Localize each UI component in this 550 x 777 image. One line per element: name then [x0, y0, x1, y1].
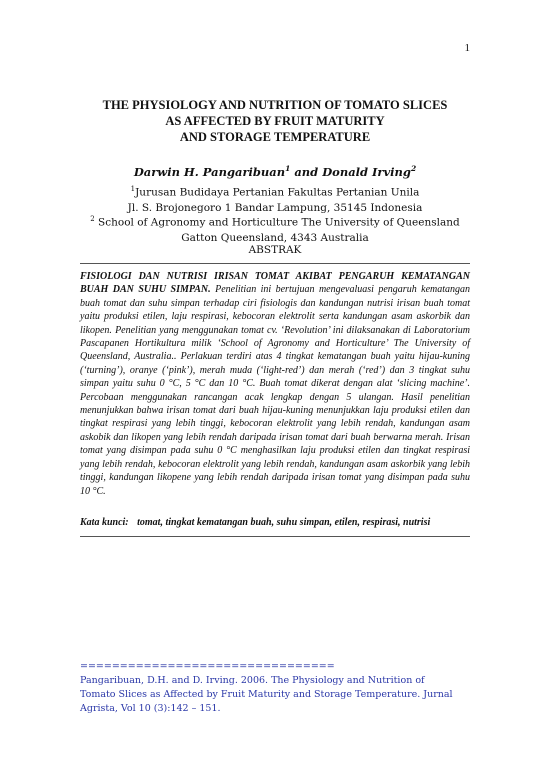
citation-text: Pangaribuan, D.H. and D. Irving. 2006. The Physiology and Nutrition of Tomato Slices as Affected by Fruit Maturity and Storage Temperature. Jurnal Agrista, Vol 10 (3):142 – 151.: [80, 675, 453, 714]
abstract-heading: ABSTRAK: [248, 244, 302, 256]
abstract-title: FISIOLOGI DAN NUTRISI IRISAN TOMAT AKIBAT PENGARUH KEMATANGAN BUAH DAN SUHU SIMPAN.: [80, 271, 470, 296]
keywords-label: Kata kunci:: [80, 517, 129, 528]
affiliation-1: [0, 182, 550, 216]
affiliation-marker: 2: [90, 215, 95, 223]
author-name: Darwin H. Pangaribuan: [133, 164, 286, 179]
page-number: 1: [464, 42, 470, 54]
title-line: AND STORAGE TEMPERATURE: [179, 130, 371, 144]
affiliation-marker: 2: [410, 164, 417, 173]
bottom-divider: [80, 536, 470, 537]
affiliation-text: Jurusan Budidaya Pertanian Fakultas Pertanian Unila: [135, 186, 420, 199]
keywords: [80, 517, 470, 528]
affiliation-text: Gatton Queensland, 4343 Australia: [181, 231, 369, 244]
affiliation-text: Jl. S. Brojonegoro 1 Bandar Lampung, 35145 Indonesia: [127, 201, 423, 214]
title-line: AS AFFECTED BY FRUIT MATURITY: [165, 114, 385, 128]
top-divider: [80, 263, 470, 264]
author-line: [0, 164, 550, 179]
abstract-text: Penelitian ini bertujuan mengevaluasi pengaruh kematangan buah tomat dan suhu simpan terhadap ciri fisiologis dan kandungan nutrisi irisan buah tomat yaitu produksi etilen, laju respirasi, kebocoran elektrolit serta kandungan asam askorbik dan likopen. Penelitian yang menggunakan tomat cv. ‘Revolution’ ini dilaksanakan di Laboratorium Pascapanen Hortikultura milik ‘School of Agronomy and Horticulture’ The University of Queensland, Australia.. Perlakuan terdiri atas 4 tingkat kematangan buah yaitu hijau-kuning (‘turning’), oranye (‘pink’), merah muda (‘light-red’) dan merah (‘red’) dan 3 tingkat suhu simpan yaitu suhu 0 °C, 5 °C dan 10 °C. Buah tomat dikerat dengan alat ‘slicing machine’. Percobaan menggunakan rancangan acak lengkap dengan 5 ulangan. Hasil penelitian menunjukkan bahwa irisan tomat dari buah hijau-kuning menunjukkan laju produksi etilen dan tingkat respirasi yang lebih tinggi, kebocoran elektrolit yang lebih rendah, kandungan asam askobik dan likopen yang lebih rendah daripada irisan tomat dari buah berwarna merah. Irisan tomat yang disimpan pada suhu 0 °C menghasilkan laju produksi etilen dan tingkat respirasi yang lebih rendah, kebocoran elektrolit yang lebih rendah, kandungan asam askorbik yang lebih tinggi, kandungan likopene yang lebih rendah daripada irisan tomat yang disimpan pada suhu 10 °C.: [80, 284, 471, 497]
footnote-separator: ================================: [80, 661, 335, 672]
affiliation-marker: 1: [130, 185, 136, 193]
title-line: THE PHYSIOLOGY AND NUTRITION OF TOMATO SLICES: [102, 98, 448, 112]
paper-title: [0, 97, 550, 145]
citation-footnote: [80, 660, 460, 716]
keywords-text: tomat, tingkat kematangan buah, suhu simpan, etilen, respirasi, nutrisi: [137, 517, 431, 528]
affiliation-text: School of Agronomy and Horticulture The University of Queensland: [94, 216, 460, 229]
author-conjunction: and: [290, 164, 323, 179]
affiliation-2: [0, 212, 550, 246]
affiliation-marker: 1: [285, 164, 291, 173]
author-name: Donald Irving: [322, 164, 411, 179]
abstract-body: [80, 270, 470, 498]
